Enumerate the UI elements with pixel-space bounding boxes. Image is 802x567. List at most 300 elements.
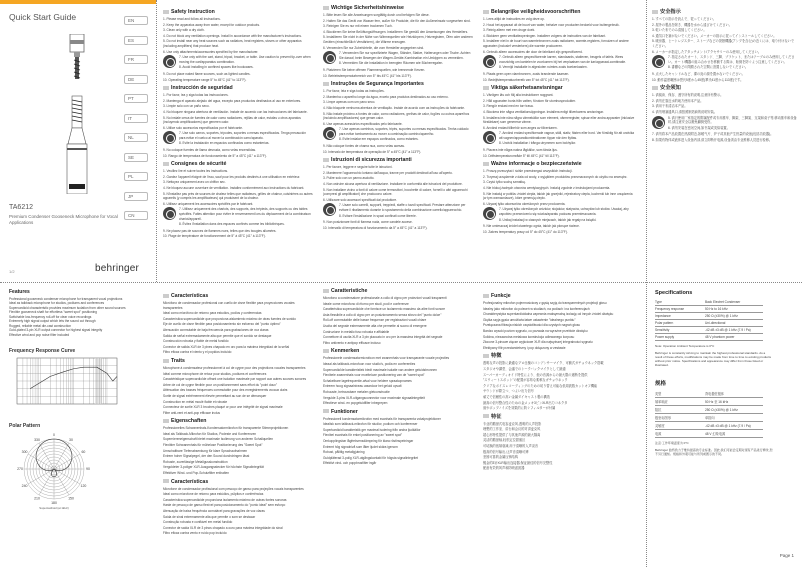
flag-icon-jp: [483, 354, 489, 358]
features-heading-en: [9, 290, 154, 295]
safety-item: 8. Évitez l'installation dans des espaces confinés comme les bibliothèques.: [179, 222, 285, 227]
safety-item: 9. Nie umieszczaj źródeł otwartego ognia, takich jak płonące świece.: [483, 224, 580, 229]
page-number: Page 1: [779, 553, 794, 558]
safety-item: 2. 屋外の製品を除き、機器を水から遠ざけてください。: [652, 22, 732, 27]
feature-item: Extreem hoog signaalniveau waardoor het geluid opvalt: [323, 384, 402, 389]
safety-item: 5. 请只使用厂家指定的附属配件或专用推车、脚架、三脚架、支架和桌子等,移动推车和设备时,请注意安全以避免翻倒受伤。: [668, 115, 797, 125]
safety-item: 6. Utilice solo accesorios especificados por el fabricante.: [163, 125, 243, 130]
safety-item: 10. 動作温度範囲は摂氏5度から45度(華氏41度から113度)です。: [652, 77, 744, 82]
warning-text: [499, 131, 635, 147]
safety-item: 6. メーカーが指定したアタッチメント/アクセサリーのみ使用してください。: [652, 49, 762, 54]
spec-label: 极坐标图形: [655, 414, 705, 422]
feature-item: Eje de cuello de cisne flexible para posicionamiento sin esfuerzo del "punto óptimo": [163, 322, 281, 327]
feature-item: Ideaal als talkback-microfoon voor studio's, podia en conferenties: [323, 361, 416, 366]
safety-item: 10. Driftstemperaturområde 5° till 45°C (41° till 113°F).: [483, 153, 560, 158]
safety-item: 1. Proszę przeczytać i ściśle przestrzegać wszystkich instrukcji.: [483, 169, 573, 174]
warning-text: [668, 116, 797, 132]
flag-icon-cn: [652, 86, 658, 90]
safety-heading-se: [483, 85, 635, 91]
flag-icon-fr: [163, 162, 169, 166]
feature-item: Supercardioïde karakteristiek biedt maximale isolatie van andere geluidsbronnen: [323, 367, 437, 372]
feature-item: Extremt hög signalnivå som låter ljudet skära igenom: [323, 444, 398, 449]
safety-item: 8. 書棚などの閉鎖された空間に設置しないでください。: [668, 65, 749, 70]
safety-item: 7. Verwenden Sie nur spezifizierte Wagen, Ständer, Stative, Halterungen oder Tische. Achten Sie darauf, beim Bewegen der Wagen-Geräte-Kombination ein Umkippen zu vermeiden.: [339, 51, 471, 60]
warning-block: [652, 116, 797, 132]
svg-text:120: 120: [80, 483, 87, 488]
safety-item: 10. Operating temperature range 5° to 45°C (41° to 113°F).: [163, 77, 247, 82]
safety-title: Belangrijke veiligheidsvoorschriften: [491, 9, 581, 15]
specs-disclaimer: Behringer is constantly striving to maintain the highest professional standards. As a result of these efforts, modifications may be made from time to time to existing products without prior notice. Specifications and appearance may differ from those listed or illustrated.: [655, 351, 771, 367]
spec-row: [655, 320, 763, 327]
specs-title: Specifications: [655, 290, 693, 296]
feature-item: 灵活的鹅颈轴,轻松定位甜蜜区: [483, 438, 526, 443]
feature-item: Solidna, niezawodna metalowa konstrukcja odlewanego korpusu: [483, 334, 575, 339]
spec-row: [655, 406, 763, 414]
feature-item: Giętka szyja gęsia umożliwia łatwe ustawienie "idealnego punktu": [483, 317, 576, 322]
safety-item: 3. Limpie solo con un paño seco.: [163, 104, 210, 109]
safety-item: 1. すべての指示を読んで、従ってください。: [652, 17, 716, 21]
fold-line: [156, 0, 157, 282]
safety-item: 3. Reinigen Sie es nur mit einem trockenen Tuch.: [323, 24, 393, 29]
features-heading-nl: [323, 348, 475, 354]
warning-text: [339, 51, 475, 67]
safety-item: 1. 请阅读、保存、遵守所有的说明,注意所有警示。: [652, 93, 724, 98]
spec-row: [655, 398, 763, 406]
feature-item: Connettore di uscita XLR a 3 pin placcato in oro per la massima integrità del segnale: [323, 335, 443, 340]
safety-item: 3. Reinig alleen met een droge doek.: [483, 28, 536, 33]
safety-heading-nl: [483, 9, 635, 15]
feature-item: 坚固可靠的金属压铸结构: [483, 455, 519, 460]
specs-note: Note: Operation Ambient Temperature is 0°C: [655, 344, 715, 348]
feature-item: Professionell kondensatormikrofon med svanhals för transparenta vokalprojektioner: [323, 416, 441, 421]
feature-item: Omkopplingsbar lågfrekvensdämpning för klara röstinspelningar: [323, 439, 414, 444]
safety-item: 5. Não instale próximo a fontes de calor, como radiadores, grelhas de calor, fogões ou outros aparelhos (incluindo amplificadores) que geram calor.: [323, 111, 470, 121]
product-model: TA6212: [9, 204, 33, 211]
flag-icon-se: [483, 86, 489, 90]
no-tip-over-icon: [483, 207, 496, 220]
spec-label: Polar pattern: [655, 320, 705, 327]
flag-icon-it: [323, 289, 329, 293]
safety-item: 7. 请勿将本产品放置在热源附近,如暖气片、炉子或其他产生热量的设备(包括功放器)。: [652, 132, 774, 137]
spec-value: 50 Hz to 16 kHz: [705, 306, 763, 313]
feature-item: Filtro eficaz contra vento e ruído pop incluído: [163, 531, 227, 536]
specs-note-cn: 注意:工作环境温度为 0°C: [655, 441, 689, 445]
spec-row: [655, 327, 763, 334]
microphone-image: [62, 34, 92, 194]
polar-chart-title: Polar Pattern: [9, 423, 41, 429]
frequency-chart-title: Frequency Response Curve: [9, 348, 76, 354]
safety-item: 1. Por favor, leia e siga todas as instruções.: [323, 89, 385, 94]
safety-item: 5. 暖房器、ヒートレジスター、ストーブなどの発熱機器(アンプを含む)の近くには、取り付けないでください。: [652, 39, 795, 48]
feature-item: Conector de saída XLR de 3 pinos chapado a ouro para máxima integridade do sinal: [163, 525, 283, 530]
feature-item: Filtre anti-vent et anti-pop efficace inclus: [163, 410, 220, 415]
safety-item: 10. Zakres temperatury pracy od 5° do 45°C (41° do 113°F).: [483, 229, 568, 234]
safety-item: 3. Limpe apenas com um pano seco.: [323, 100, 376, 105]
features-title: 特征: [491, 413, 502, 420]
safety-title: Istruzioni di sicurezza importanti: [331, 157, 412, 164]
language-tab-es[interactable]: ES: [124, 36, 148, 45]
safety-item: 9. Plaats geen open vlambronnen, zoals brandende kaarsen.: [483, 71, 570, 76]
feature-item: Umschaltbare Tiefenabsenkung für klare Sprachaufnahmen: [163, 448, 248, 453]
spec-value: -42 dB ±3 dB @ 1 kHz (7.9 / Pa): [705, 327, 763, 334]
features-title: Eigenschaften: [171, 418, 207, 425]
svg-text:180: 180: [51, 500, 57, 505]
language-tab-it[interactable]: IT: [124, 114, 148, 123]
feature-item: クリアなボイスレコーディングのための切り替え可能な低周波数カットオフ機能: [483, 383, 598, 388]
feature-item: Professionelles Schwanenhals-Kondensatormikrofon für transparente Stimmprojektionen: [163, 426, 289, 431]
svg-text:0: 0: [53, 432, 55, 437]
safety-title: 安全须知: [660, 85, 681, 92]
safety-title: Safety Instruction: [171, 9, 215, 15]
feature-item: 配备有效的风声和防喷滤波器: [483, 466, 525, 471]
spec-label: Impedance: [655, 313, 705, 320]
features-en: [9, 290, 154, 514]
svg-text:210: 210: [34, 496, 40, 501]
flag-icon-pt: [163, 479, 169, 483]
feature-item: Haste de pescoço de ganso flexível para posicionamento do "ponto ideal" sem esforço: [163, 503, 286, 508]
safety-item: 8. Avoid installing in confined spaces like bookcases.: [179, 65, 254, 70]
safety-item: 9. No coloque fuentes de llama desnuda, como velas encendidas.: [163, 148, 257, 153]
safety-item: 4. Do not block any ventilation openings. Install in accordance with the manufacturer's instructions.: [163, 33, 302, 38]
safety-item: 10. Bedrijfstemperatuurbereik van 5° tot 45°C (41° tot 113°F).: [483, 77, 570, 82]
spec-row: [655, 390, 763, 398]
safety-item: 10. Intervallo di temperatura di funzionamento da 5° a 45°C (41° a 113°F).: [323, 225, 428, 230]
feature-item: Uscita del segnale estremamente alta che permette al suono di emergere: [323, 323, 427, 328]
safety-item: 8. Evite instalar em espaços confinados, como estantes.: [339, 137, 419, 142]
features-heading-cn: [483, 414, 635, 420]
feature-item: Supercardioid characteristic provides maximum isolation from other sound sources: [9, 305, 126, 310]
safety-item: 10. Plage de température de fonctionnement de 5° à 45°C (41° à 113°F).: [163, 234, 266, 239]
language-tab-pt[interactable]: PT: [124, 94, 148, 103]
spec-row: [655, 306, 763, 313]
safety-heading-de: [323, 5, 475, 11]
feature-item: Construcción robusta y fiable de metal fundido: [163, 339, 229, 344]
feature-item: 風やポップノイズを効果的に防ぐフィルターが付属: [483, 406, 556, 411]
feature-item: Caractéristique supercardioïde offrant une isolation maximale par rapport aux autres sources sonores: [163, 377, 307, 382]
spec-label: 灵敏度: [655, 422, 705, 430]
safety-item: 3. Rengör endast med en torr trasa.: [483, 104, 534, 109]
language-tab-fr[interactable]: FR: [124, 55, 148, 64]
warning-block: [163, 131, 313, 147]
warning-text: [668, 55, 797, 71]
flag-icon-es: [163, 294, 169, 298]
safety-item: 1. Please read and follow all instructions.: [163, 17, 221, 21]
features-heading-pt: [163, 479, 313, 485]
safety-item: 1. Lees altijd de instructies en volg deze op.: [483, 17, 545, 21]
specs-table-cn: [655, 390, 763, 438]
safety-heading-pt: [323, 81, 475, 87]
safety-heading-fr: [163, 161, 313, 167]
safety-title: 安全指示: [660, 9, 681, 15]
polar-caption: Supercardioid (at 1kHz): [39, 505, 69, 510]
warning-block: [483, 207, 635, 223]
spec-value: -42 dB ±3 dB @ 1 kHz (7.9 / Pa): [705, 422, 763, 430]
safety-heading-jp: [652, 9, 797, 15]
flag-icon-nl: [483, 10, 489, 14]
language-tab-se[interactable]: SE: [124, 153, 148, 162]
safety-title: Instruções de Segurança Importantes: [331, 81, 424, 88]
feature-item: Robuuste, betrouwbare metalen gietconstructie: [323, 389, 390, 394]
product-description: Premium Condenser Gooseneck Microphone for Vocal Applications: [9, 214, 118, 225]
feature-item: 透明な声の投影に最適なプロ仕様のコンデンサーマイク、可動式ガチョウネック搭載: [483, 361, 604, 366]
safety-item: 8. Evite la instalación en espacios confinados como estanterías.: [179, 141, 270, 146]
page-label: 1/2: [9, 269, 15, 274]
features-title: Funkcje: [491, 293, 511, 299]
safety-item: 9. Não coloque fontes de chama nua, como velas acesas.: [323, 144, 405, 149]
safety-item: 3. 请用干布清洁本产品。: [652, 104, 688, 109]
warning-block: [163, 207, 313, 227]
safety-column-1: [163, 6, 313, 240]
feature-item: スーパーカーディオイド特性により、他の音源からの最大限の遮断を提供: [483, 372, 588, 377]
safety-item: 3. 乾いた布でのみ清掃してください。: [652, 28, 707, 33]
safety-item: 7. Gebruik alleen gespecificeerde karren, standaards, statieven, beugels of tafels. Wees voorzichtig om kantelen te voorkomen bij het verplaatsen van de kar/apparaat-combinatie.: [499, 55, 627, 64]
feature-item: Atenuación conmutable de baja frecuencia para grabaciones de voz claras: [163, 327, 269, 332]
flag-icon-nl: [323, 349, 329, 353]
no-tip-over-icon: [652, 55, 665, 68]
safety-item: 8. Vermijd installatie in afgesloten ruimtes zoals boekenkasten.: [499, 65, 588, 70]
safety-title: Consignes de sécurité: [171, 161, 227, 168]
language-tab-jp[interactable]: JP: [124, 192, 148, 201]
feature-item: Microphone à condensateur professionnel à col de cygne pour des projections vocales transparentes: [163, 365, 306, 370]
feature-item: Asta flessibile a collo di cigno per un posizionamento senza sforzo del "punto dolce": [323, 312, 442, 317]
safety-item: 5. Nie instaluj w pobliżu źródeł ciepła, takich jak grzejniki, rejestratory ciepła, kuchenki lub inne urządzenia (w tym wzmacniacze), które generują ciepło.: [483, 191, 633, 201]
spec-row: [655, 422, 763, 430]
spec-label: Sensitivity: [655, 327, 705, 334]
specs-title-cn: 规格: [655, 381, 667, 387]
warning-text: [179, 207, 313, 227]
specs-disclaimer-cn: Behringer 始终致力于维持最高的专业标准。因此,我们可能会定期对现有产品进行修改,恕不另行通知。规格和外观可能与所列或图示的不同。: [655, 448, 773, 456]
flag-icon-pl: [483, 294, 489, 298]
feature-item: サウンドが際立つ、つよい出力信号: [483, 389, 534, 394]
feature-item: Switchable low-frequency roll-off for clear voice recordings: [9, 314, 92, 319]
safety-item: 7. Utilisez uniquement des chariots, des supports, des trépieds, des supports ou des tables spécifiés. Faites attention pour éviter le renversement lors du déplacement de la combinaison chariot/appareil.: [179, 207, 311, 221]
safety-item: 7. Use solo carros, soportes, trípodes, soportes o mesas especificados. Tenga precaución para evitar el vuelco al mover la combinación carro/aparato.: [179, 131, 306, 140]
spec-value: 单指向: [705, 414, 763, 422]
feature-item: Effectieve wind- en popgeluidfilter inbegrepen: [323, 401, 388, 406]
safety-item: 7. Använd endast specificerade vagnar, ställ, stativ, fästen eller bord. Var försiktig för att undvika att vagnen/apparatkombinationen tippar när den flyttas.: [499, 131, 635, 140]
feature-item: Idealny jako mikrofon do poleceń w studiach, na podiach i na konferencjach: [483, 306, 590, 311]
feature-item: Sortie de signal extrêmement élevée permettant au son de se démarquer: [163, 393, 267, 398]
safety-item: 3. Pulire solo con un panno asciutto.: [323, 176, 375, 181]
feature-item: Ideal as talkback microphone for studios, podiums and conferences: [9, 301, 105, 305]
safety-heading-it: [323, 157, 475, 163]
safety-heading-pl: [483, 161, 635, 167]
feature-item: Saída de sinal extremamente alta que permite o som se destacar: [163, 514, 256, 519]
feature-item: Przełączana filtracja niskich częstotliwości dla czystych nagrań głosu: [483, 323, 581, 328]
language-tab-pl[interactable]: PL: [124, 172, 148, 181]
safety-heading-en: [163, 9, 313, 15]
spec-label: Frequency response: [655, 306, 705, 313]
svg-text:60: 60: [81, 449, 86, 454]
features-heading-de: [163, 418, 313, 424]
feature-item: Filtro eficaz contra el viento y el popidos incluido: [163, 350, 232, 355]
feature-item: Rugged, reliable metal die-cast construction: [9, 323, 72, 328]
features-column-3: [323, 285, 475, 467]
warning-block: [323, 127, 475, 143]
safety-item: 2. 请勿在靠近水的地方使用本产品。: [652, 98, 704, 103]
safety-item: 4. Não bloqueie nenhuma abertura de ventilação. Instale de acordo com as instruções do fabricante.: [323, 105, 465, 110]
svg-text:270: 270: [17, 466, 23, 471]
feature-item: Atténuation des basses fréquences commutable pour des enregistrements vocaux clairs: [163, 388, 288, 393]
safety-item: 6. Gebruik alleen accessoires die door de fabrikant zijn gespecificeerd.: [483, 49, 583, 54]
specs-table: [655, 299, 763, 341]
safety-item: 7. 指定されたカート、スタンド、三脚、ブラケット、またはテーブルのみ使用してください。カート/機器の組み合わせを移動する際は、転倒を防ぐよう注意してください。: [668, 55, 795, 64]
feature-item: Ideal como micrófono de retorno para estudios, podios y conferencias: [163, 311, 262, 316]
flag-icon-fr: [163, 359, 169, 363]
feature-item: Superniereneigenschaft bietet maximale Isolierung von anderen Schallquellen: [163, 437, 274, 442]
frequency-response-chart: [9, 357, 119, 409]
language-tab-nl[interactable]: NL: [124, 133, 148, 142]
spec-row: [655, 414, 763, 422]
flag-icon-pt: [323, 82, 329, 86]
no-tip-over-icon: [323, 127, 336, 140]
svg-text:300: 300: [21, 449, 28, 454]
warning-text: [179, 55, 313, 71]
warning-block: [323, 51, 475, 67]
feature-item: Vergoldeter 3-poliger XLR-Ausgangsstecker für höchste Signalintegrität: [163, 465, 264, 470]
safety-column-2: [323, 2, 475, 231]
features-title: Traits: [171, 357, 185, 364]
language-tab-de[interactable]: DE: [124, 75, 148, 84]
spec-row: [655, 313, 763, 320]
flag-icon-it: [323, 158, 329, 162]
features-title: Características: [171, 478, 209, 485]
feature-item: Profesjonalny mikrofon pojemnościowy z gęsią szyją do transparentnych projekcji głosu: [483, 301, 607, 305]
fold-line-horizontal: [0, 282, 802, 283]
spec-value: 50 Hz 至 16 kHz: [705, 398, 763, 406]
features-title: 特徴: [491, 353, 502, 360]
feature-item: 超心形特性提供了与其他声源的最大隔离: [483, 432, 541, 437]
spec-value: 250 Ω (±30%) @ 1 kHz: [705, 406, 763, 414]
safety-item: 4. Blockieren Sie keine Belüftungsöffnungen. Installieren Sie gemäß den Anweisungen des Herstellers.: [323, 29, 469, 34]
safety-item: 10. Betriebstemperaturbereich von 5° bis 45°C (41° bis 113°F).: [323, 73, 412, 78]
feature-item: Gold-plated 3-pin XLR output connector for highest signal integrity: [9, 328, 103, 332]
safety-item: 4. 请勿堵塞通风口,请按照制造商的说明安装。: [652, 109, 717, 114]
feature-item: Effective wind and pop noise filter included: [9, 332, 70, 337]
feature-item: Ideal como microfone de retorno para estúdios, púlpitos e conferências: [163, 492, 264, 497]
safety-item: 2. Gardez l'appareil éloigné de l'eau, sauf pour les produits destinés à une utilisation en extérieur.: [163, 174, 301, 179]
safety-item: 4. 通気口を塞がないでください。メーカーの指示に従ってインストールしてください。: [652, 33, 777, 38]
safety-item: 2. Mantenga el aparato alejado del agua, excepto para productos destinados al uso en exteriores.: [163, 98, 302, 103]
safety-item: 5. Installeer niet in de buurt van warmtebronnen zoals radiatoren, warmte-registers, fornuizen of andere apparaten (inclusief versterkers) die warmte produceren.: [483, 39, 629, 48]
language-tab-cn[interactable]: CN: [124, 211, 148, 220]
safety-item: 2. Houd het apparaat uit de buurt van water, behalve voor producten bedoeld voor buitengebruik.: [483, 22, 620, 27]
svg-text:150: 150: [68, 496, 74, 501]
feature-item: Idéal comme microphone de retour pour studios, podiums et conférences: [163, 371, 267, 376]
flag-icon-cn: [483, 414, 489, 418]
safety-item: 6. Verwenden Sie nur Zubehörteile, die vom Hersteller angegeben sind.: [323, 45, 424, 50]
safety-item: 2. Trzymaj urządzenie z dala od wody, z wyjątkiem produktów przeznaczonych do użytku na zewnątrz.: [483, 174, 628, 179]
no-tip-over-icon: [163, 55, 176, 68]
feature-item: Robust, pålitlig metallgjutning: [323, 450, 365, 455]
svg-text:240: 240: [21, 483, 28, 488]
spec-value: 48 V 幻象电源: [705, 430, 763, 438]
feature-item: Robuste, zuverlässige Metallgusskonstruktion: [163, 459, 228, 464]
spec-label: 类型: [655, 390, 705, 398]
warning-text: [339, 127, 475, 143]
flag-icon-de: [323, 6, 329, 10]
safety-item: 9. Placera inte några nakna lågkällor, som tända ljus.: [483, 148, 558, 153]
feature-item: 专业的鹅颈式电容麦克风,透明的人声投影: [483, 421, 542, 426]
no-tip-over-icon: [483, 55, 496, 68]
safety-item: 9. Platzieren Sie keine offenen Flammenquellen, wie brennende Kerzen.: [323, 67, 426, 72]
safety-item: 8. Vermeiden Sie die Installation in beengten Räumen wie Bücherregalen.: [339, 61, 444, 66]
feature-item: Micrófono de condensador profesional con cuello de cisne flexible para proyecciones vocales transparentes: [163, 301, 295, 310]
flag-icon-pl: [483, 162, 489, 166]
no-tip-over-icon: [483, 131, 496, 144]
feature-item: Conector de salida XLR de 3 pines chapado en oro para la máxima integridad de la señal: [163, 344, 290, 349]
cover-panel: [0, 4, 155, 282]
safety-item: 8. Evitare l'installazione in spazi confinati come librerie.: [339, 213, 417, 218]
feature-item: Atenuação de baixa frequência comutável para gravações de voz claras: [163, 509, 265, 513]
feature-item: 理想的工作室、讲台和会议的对讲麦克风: [483, 427, 541, 432]
warning-block: [323, 203, 475, 219]
feature-item: Professional gooseneck condenser microphone for transparent vocal projections: [9, 296, 123, 301]
warning-text: [339, 203, 475, 219]
spec-label: 电源: [655, 430, 705, 438]
safety-item: 10. Intervalo de temperatura de operação de 5° a 45°C (41° a 113°F).: [323, 149, 422, 154]
features-title: Caratteristiche: [331, 288, 368, 294]
safety-item: 1. Veuillez lire et suivre toutes les instructions.: [163, 169, 229, 174]
feature-item: "スウィートスポット"の配置が容易な柔軟なガチョウネック: [483, 378, 568, 383]
feature-item: Caratteristica supercardioide che fornisce un isolamento massimo da altre fonti sonore: [323, 307, 446, 312]
features-heading-jp: [483, 353, 635, 359]
brand-logo: behringer: [95, 263, 140, 274]
warning-block: [483, 131, 635, 147]
safety-item: 6. Use apenas acessórios especificados pelo fabricante.: [323, 121, 403, 126]
feature-item: Característica supercardioide proporciona isolamento máximo de outras fontes sonoras: [163, 497, 287, 502]
safety-item: 4. Blockera inte några ventilationsöppningar. Installera enligt tillverkarens anvisningar.: [483, 109, 604, 114]
no-tip-over-icon: [652, 116, 665, 129]
feature-item: 最高の信号整合性のための金メッキ3ピンXLR出力コネクタ: [483, 400, 568, 405]
flag-icon-en: [163, 10, 169, 14]
spec-value: 背电极驻极体: [705, 390, 763, 398]
safety-item: 6. Use only attachments/accessories specified by the manufacturer.: [163, 49, 259, 54]
features-heading-es: [163, 293, 313, 299]
feature-item: Flexibel svanhals för enkel positionering av "sweet spot": [323, 433, 403, 438]
feature-item: Connecteur de sortie XLR 3 broches plaqué or pour une intégrité de signal maximale: [163, 405, 283, 410]
feature-item: Extrem hoher Signalpegel, der den Sound durchdringen lässt: [163, 454, 250, 459]
language-tab-en[interactable]: EN: [124, 16, 148, 25]
feature-item: Roll-off commutabile delle basse frequenze per registrazioni vocali chiare: [323, 318, 427, 323]
warning-text: [499, 55, 635, 71]
no-tip-over-icon: [323, 51, 336, 64]
feature-item: Flexibele zwanenhals voor moeiteloze positionering van de "sweet spot": [323, 373, 425, 378]
feature-item: Schakelbare lagefrequentie-afval voor heldere spraakopnames: [323, 378, 412, 383]
safety-item: 9. Do not place naked flame sources, such as lighted candles.: [163, 71, 251, 76]
safety-title: Viktiga säkerhetsanvisningar: [491, 85, 563, 92]
safety-item: 4. Ne bloquez aucune ouverture de ventilation. Installez conformément aux instructions du fabricant.: [163, 186, 305, 191]
feature-item: Idealisk som talkback-mikrofon för studior, podium och konferenser: [323, 422, 418, 427]
svg-text:330: 330: [34, 437, 40, 442]
safety-item: 5. Do not install near any heat sources such as radiators, heat registers, stoves or other apparatus (including amplifiers) that produce heat.: [163, 39, 302, 48]
safety-item: 9. Non posizionare fonti di fiamma nuda, come candele accese.: [323, 220, 413, 225]
feature-item: Característica supercardioide que proporciona aislamiento máximo de otras fuentes de sonido: [163, 316, 296, 321]
feature-item: Professionele condensatormicrofoon met zwanenhals voor transparante vocale projecties: [323, 356, 450, 361]
safety-item: 6. Utilizzare solo accessori specificati dal produttore.: [323, 197, 398, 202]
safety-item: 2. Mantenere l'apparecchio lontano dall'acqua, tranne per prodotti destinati all'uso all'aperto.: [323, 170, 453, 175]
spec-value: 250 Ω (±30%) @ 1 kHz: [705, 313, 763, 320]
feature-item: Construção robusta e confiável em metal fundido: [163, 520, 233, 525]
spec-label: Type: [655, 299, 705, 306]
spec-value: 48 V phantom power: [705, 334, 763, 341]
spec-value: Uni-directional: [705, 320, 763, 327]
safety-item: 6. Använd endast tillbehör som anges av tillverkaren.: [483, 125, 558, 130]
safety-item: 5. Installera inte nära några värmekällor som element, värmeregister, spisar eller andra apparater (inklusive förstärkare) som genererar värme.: [483, 115, 635, 125]
features-heading-fr: [163, 358, 313, 364]
safety-item: 4. Non ostruire alcuna apertura di ventilazione. Installare in conformità alle istruzioni del produttore.: [323, 182, 463, 187]
features-heading-it: [323, 288, 475, 294]
